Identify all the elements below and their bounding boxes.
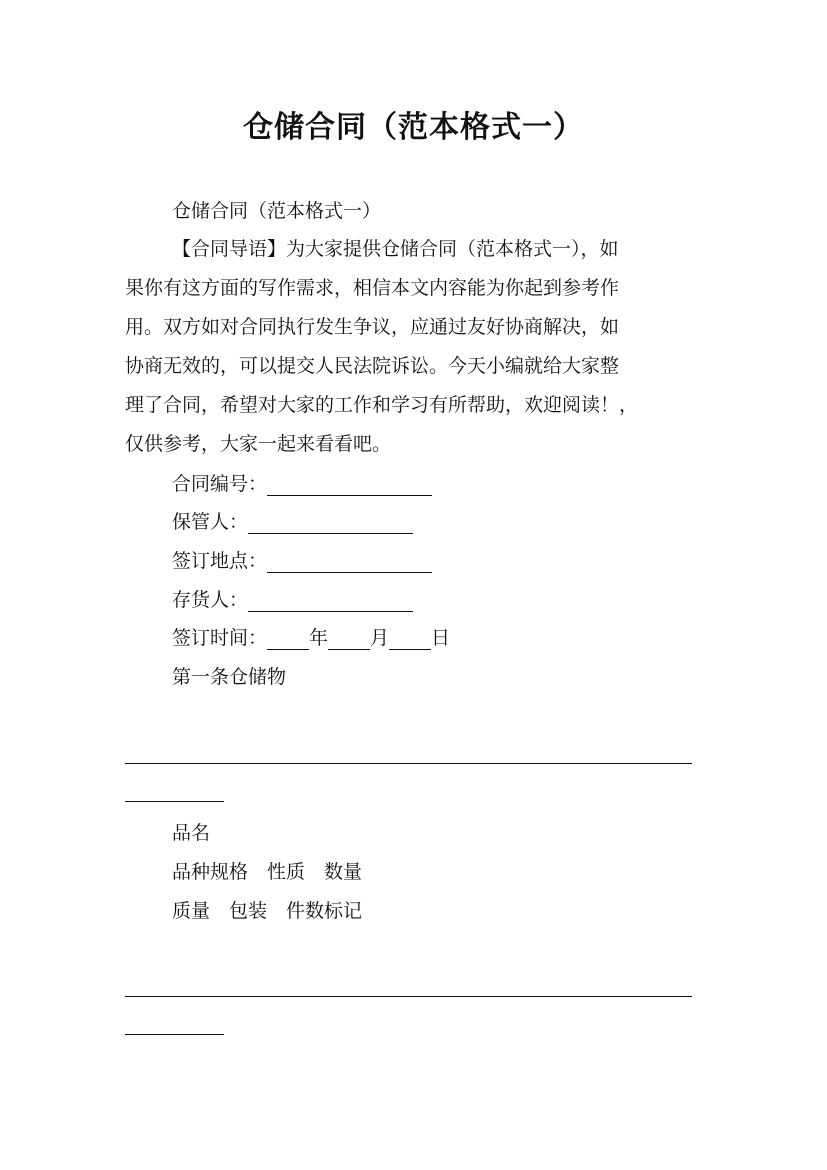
intro-line-3: 用。双方如对合同执行发生争议，应通过友好协商解决，如 [125,316,620,338]
blank-line-2-cont [125,1034,224,1035]
intro-line-6: 仅供参考，大家一起来看看吧。 [125,433,392,455]
custodian-label: 保管人： [172,511,249,533]
blank-line-1 [125,763,692,764]
depositor-field [172,588,413,612]
intro-line-1: 【合同导语】为大家提供仓储合同（范本格式一），如 [172,238,619,260]
contract-no-blank [267,477,432,496]
year-blank [267,631,309,650]
custodian-blank [248,515,413,534]
article-1-heading: 第一条仓储物 [172,666,287,688]
blank-line-1-cont [125,801,224,802]
document-title: 仓储合同（范本格式一） [243,110,584,145]
sign-time-label: 签订时间： [172,627,268,649]
month-label: 月 [370,627,390,649]
contract-no-field [172,472,432,496]
month-blank [328,631,370,650]
depositor-label: 存货人： [172,589,249,611]
blank-line-2 [125,996,692,997]
sign-time-field [172,626,450,650]
sign-place-blank [267,554,432,573]
intro-line-4: 协商无效的，可以提交人民法院诉讼。今天小编就给大家整 [125,355,620,377]
item-quality-row: 质量 包装 件数标记 [172,900,363,922]
depositor-blank [248,593,413,612]
sign-place-label: 签订地点： [172,550,268,572]
contract-no-label: 合同编号： [172,473,268,495]
sign-place-field [172,549,432,573]
item-spec-row: 品种规格 性质 数量 [172,861,363,883]
day-label: 日 [431,627,451,649]
item-name: 品名 [172,822,211,844]
document-subtitle: 仓储合同（范本格式一） [172,200,382,222]
custodian-field [172,510,413,534]
intro-line-5: 理了合同，希望对大家的工作和学习有所帮助，欢迎阅读！， [125,394,639,416]
year-label: 年 [309,627,329,649]
intro-line-2: 果你有这方面的写作需求，相信本文内容能为你起到参考作 [125,277,620,299]
day-blank [389,631,431,650]
